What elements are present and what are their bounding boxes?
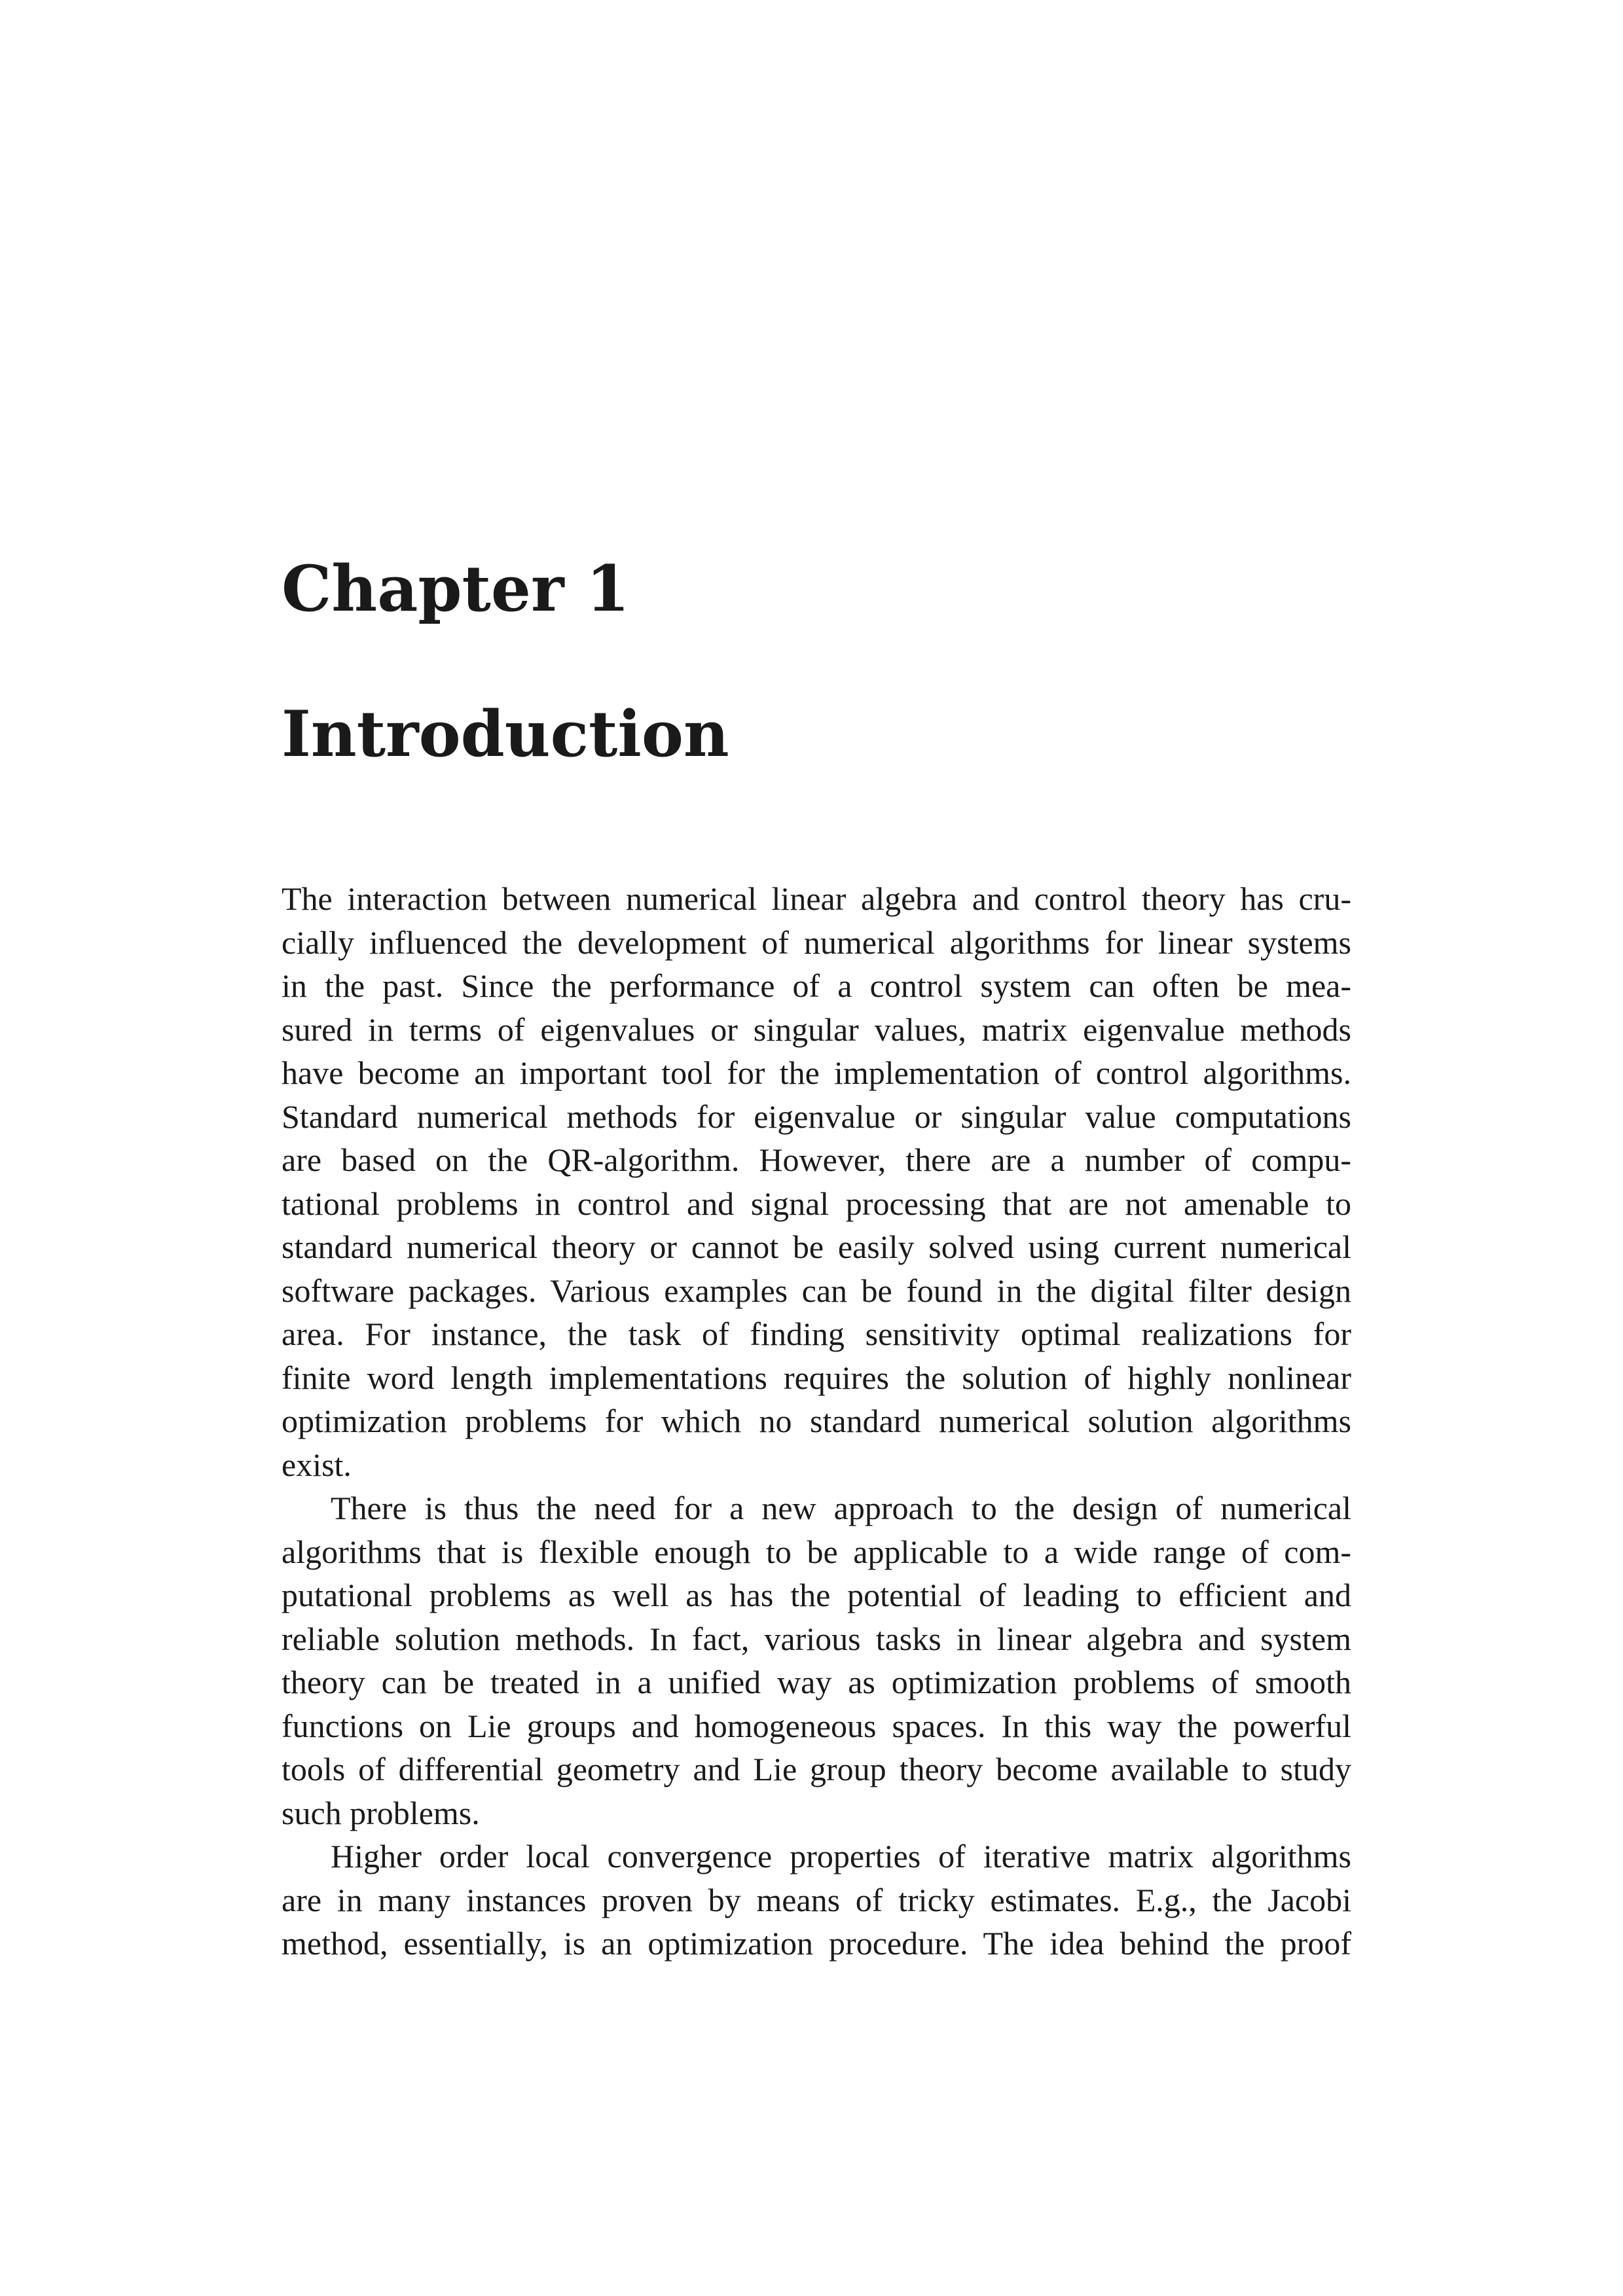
text-line: in the past. Since the performance of a control system can often be mea- [282,967,1351,1004]
text-line: There is thus the need for a new approach to the design of numerical [331,1490,1351,1526]
text-line: Higher order local convergence properties of iterative matrix algorithms [331,1838,1351,1874]
text-line: The interaction between numerical linear algebra and control theory has cru- [282,880,1351,917]
text-line: sured in terms of eigenvalues or singular values, matrix eigenvalue methods [282,1011,1351,1048]
text-line: are in many instances proven by means of tricky estimates. E.g., the Jacobi [282,1881,1351,1918]
text-line: functions on Lie groups and homogeneous spaces. In this way the powerful [282,1707,1351,1744]
text-line: algorithms that is flexible enough to be applicable to a wide range of com- [282,1533,1351,1570]
text-line: tational problems in control and signal processing that are not amenable to [282,1185,1351,1222]
text-line: are based on the QR-algorithm. However, there are a number of compu- [282,1141,1351,1178]
text-line: theory can be treated in a unified way as optimization problems of smooth [282,1664,1351,1700]
text-line: exist. [282,1446,352,1483]
text-line: standard numerical theory or cannot be easily solved using current numerical [282,1229,1351,1265]
text-line: tools of differential geometry and Lie group theory become available to study [282,1751,1351,1787]
text-line: Standard numerical methods for eigenvalue or singular value computations [282,1098,1351,1135]
text-line: such problems. [282,1794,480,1831]
body-text [282,877,1351,1965]
text-line: optimization problems for which no standard numerical solution algorithms [282,1403,1351,1439]
text-line: cially influenced the development of numerical algorithms for linear systems [282,924,1351,961]
text-line: finite word length implementations requires the solution of highly nonlinear [282,1359,1351,1396]
paragraph-3 [282,1835,1351,1965]
text-line: area. For instance, the task of finding sensitivity optimal realizations for [282,1316,1351,1352]
text-line: have become an important tool for the implementation of control algorithms. [282,1054,1351,1091]
text-line: software packages. Various examples can be found in the digital filter design [282,1272,1351,1309]
chapter-title: Introduction [282,697,729,771]
text-line: method, essentially, is an optimization procedure. The idea behind the proof [282,1925,1351,1962]
paragraph-2 [282,1486,1351,1835]
text-line: putational problems as well as has the potential of leading to efficient and [282,1577,1351,1613]
paragraph-1 [282,877,1351,1486]
text-line: reliable solution methods. In fact, various tasks in linear algebra and system [282,1620,1351,1657]
chapter-label: Chapter 1 [282,552,630,626]
